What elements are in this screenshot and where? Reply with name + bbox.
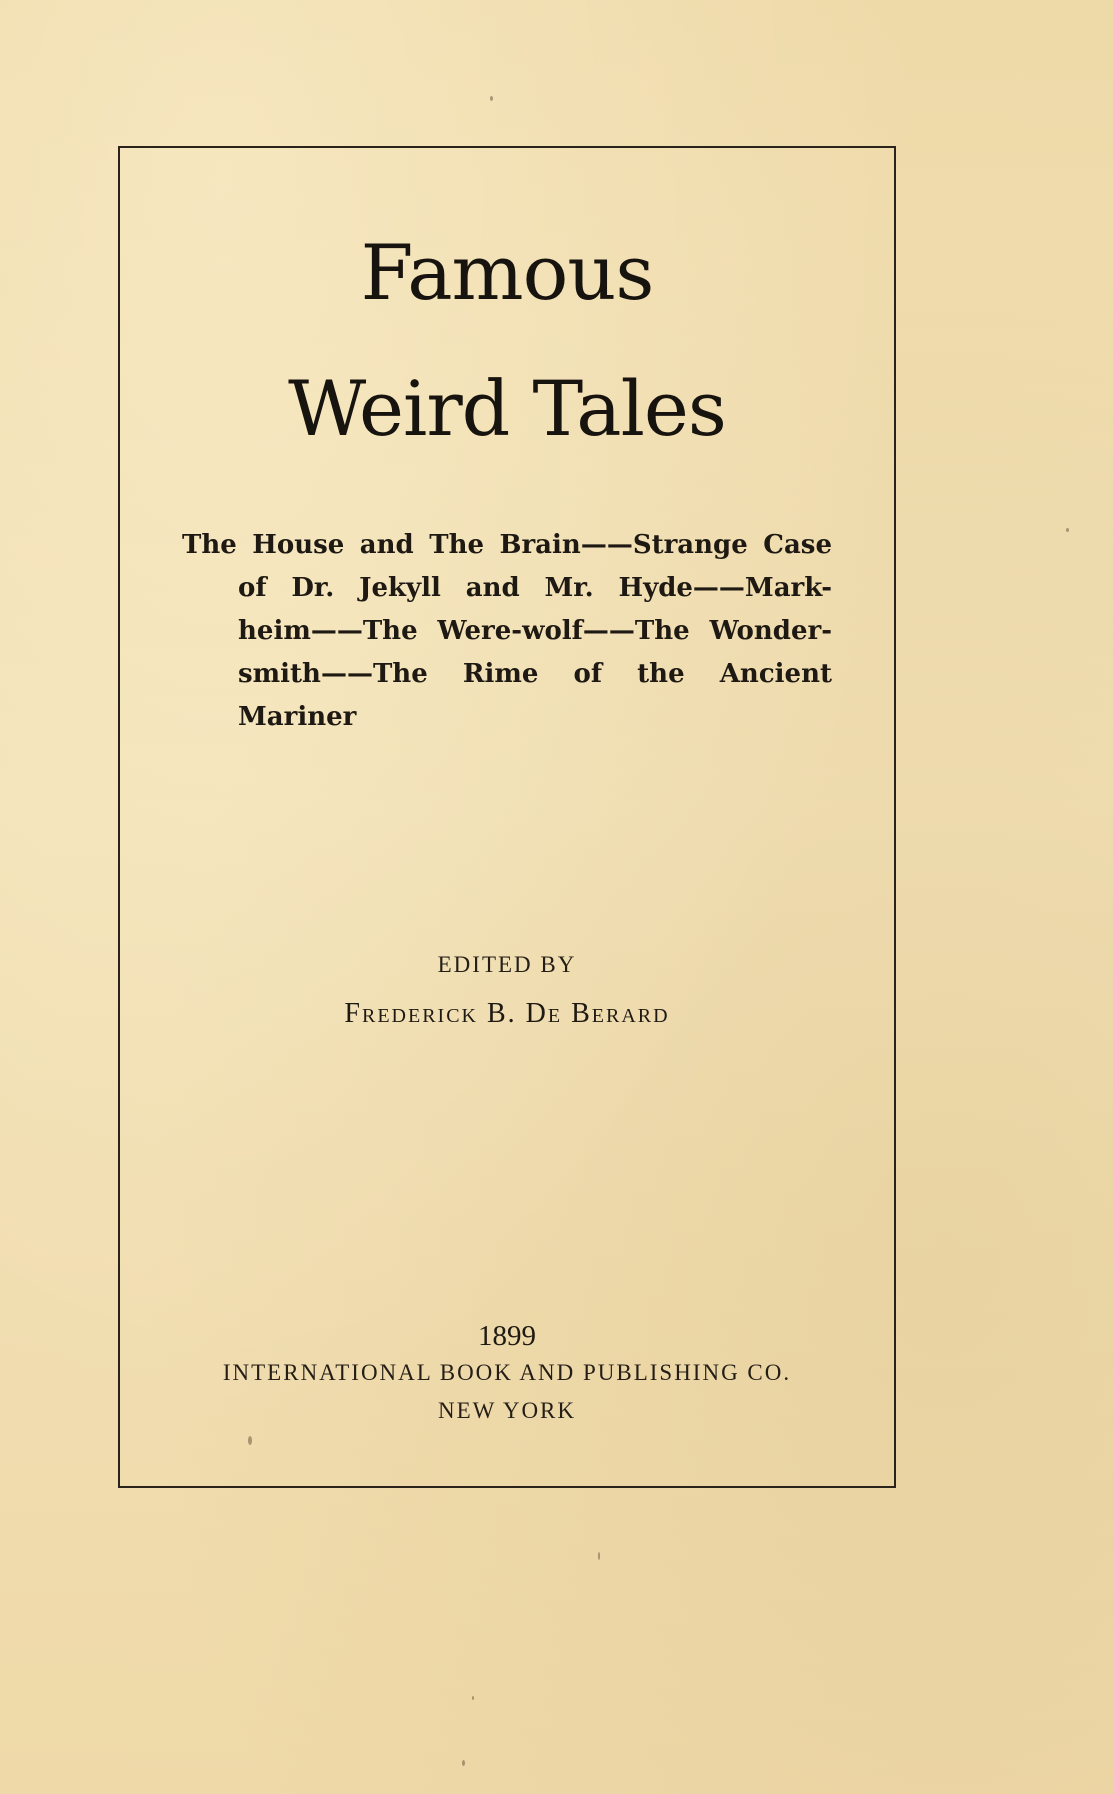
paper-speck <box>598 1552 600 1560</box>
contents-list <box>182 524 832 739</box>
publisher-name: INTERNATIONAL BOOK AND PUBLISHING CO. <box>222 1360 792 1385</box>
contents-line: of Dr. Jekyll and Mr. Hyde——Mark- <box>238 573 832 603</box>
paper-speck <box>1066 528 1069 532</box>
contents-line: smith——The Rime of the Ancient <box>238 659 832 689</box>
book-title-line-1: Famous <box>360 228 654 317</box>
contents-line: Mariner <box>238 702 357 732</box>
publisher-city: NEW YORK <box>437 1398 577 1423</box>
book-title-line-2: Weird Tales <box>288 364 726 453</box>
paper-speck <box>472 1696 474 1700</box>
paper-speck <box>462 1760 465 1766</box>
paper-speck <box>490 96 493 101</box>
paper-speck <box>248 1436 252 1445</box>
editor-name: Frederick B. De Berard <box>344 998 670 1029</box>
edited-by-label: EDITED BY <box>437 952 577 977</box>
contents-line: The House and The Brain——Strange Case <box>182 530 832 560</box>
contents-line: heim——The Were-wolf——The Wonder- <box>238 616 832 646</box>
page-border-frame <box>118 146 896 1488</box>
publication-year: 1899 <box>478 1320 536 1352</box>
